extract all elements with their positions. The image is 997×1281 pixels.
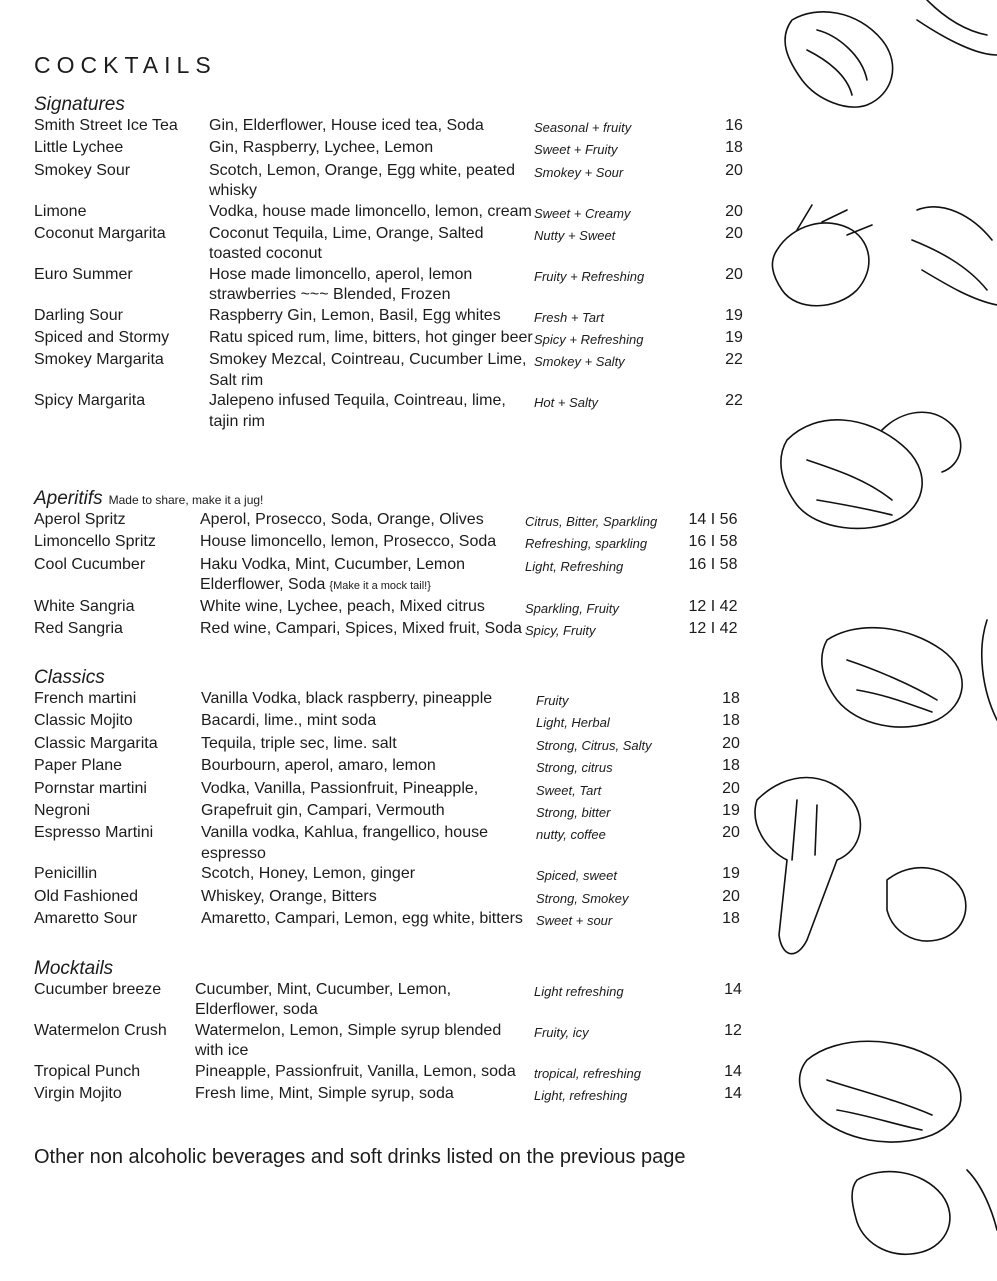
drink-name: Little Lychee [34,139,124,157]
menu-item [34,1062,761,1084]
drink-ingredients [209,224,534,265]
drink-taste: Fresh + Tart [534,309,604,325]
drink-price: 18 [722,690,740,707]
drink-taste: Fruity, icy [534,1024,589,1040]
menu-list [34,510,741,641]
ingredients-text: Vodka, Vanilla, Passionfruit, Pineapple, [201,779,479,797]
drink-price: 16 I 58 [688,555,738,573]
drink-taste: Refreshing, sparkling [525,536,648,552]
mocktails-section [34,958,761,1106]
drink-price: 12 I 42 [688,597,738,615]
drink-taste: Fruity [536,693,569,708]
drink-name: Euro Summer [34,265,133,283]
drink-price: 19 [725,329,743,347]
drink-name: Classic Mojito [34,712,133,730]
drink-ingredients [209,161,534,202]
drink-name: Penicillin [34,865,98,883]
drink-price: 20 [722,779,740,797]
ingredients-text: Vodka, house made limoncello, lemon, cream [209,202,532,220]
drink-name: Spicy Margarita [34,392,146,410]
drink-taste: Light, Herbal [536,715,610,731]
drink-name: Limone [34,202,87,220]
drink-price: 12 [724,1021,742,1039]
drink-price: 14 [724,1085,742,1103]
ingredients-text: Gin, Elderflower, House iced tea, Soda [209,117,484,134]
drink-name: Cucumber breeze [34,981,162,998]
drink-ingredients [201,823,536,864]
menu-list [34,689,756,931]
drink-price: 20 [725,161,743,179]
drink-taste: Strong, Smokey [536,890,629,906]
drink-price: 20 [722,734,740,752]
drink-taste: Spiced, sweet [536,868,617,884]
section-title: Aperitifs [34,488,103,509]
drink-name: French martini [34,690,137,707]
drink-ingredients [201,779,536,801]
menu-item [34,887,756,909]
drink-ingredients [201,909,536,931]
drink-taste: Smokey + Salty [534,354,625,370]
menu-item [34,689,756,711]
ingredients-text: Amaretto, Campari, Lemon, egg white, bitters [201,910,523,928]
drink-price: 19 [722,802,740,820]
menu-item [34,116,762,138]
drink-ingredients [195,1021,534,1062]
drink-taste: tropical, refreshing [534,1065,641,1081]
ingredients-text: Grapefruit gin, Campari, Vermouth [201,802,445,820]
drink-price: 18 [722,910,740,928]
menu-item [34,555,741,597]
ingredients-text: Bourbourn, aperol, amaro, lemon [201,757,436,775]
ingredients-text: Cucumber, Mint, Cucumber, Lemon, Elderflower, soda [195,981,452,1019]
drink-name: Darling Sour [34,306,123,324]
drink-name: Paper Plane [34,757,123,775]
drink-taste: Strong, citrus [536,760,613,776]
drink-ingredients [201,864,536,886]
drink-price: 20 [725,202,743,220]
menu-item [34,756,756,778]
ingredients-text: House limoncello, lemon, Prosecco, Soda [200,533,497,551]
drink-price: 16 [725,117,743,134]
ingredients-text: Fresh lime, Mint, Simple syrup, soda [195,1085,454,1103]
drink-name: Coconut Margarita [34,225,166,243]
ingredients-text: Scotch, Honey, Lemon, ginger [201,865,416,883]
section-title: Classics [34,667,105,688]
drink-name: Red Sangria [34,620,123,638]
menu-item [34,711,756,733]
ingredients-text: Pineapple, Passionfruit, Vanilla, Lemon, soda [195,1062,516,1080]
drink-price: 14 I 56 [688,511,738,528]
drink-price: 22 [725,351,743,369]
drink-ingredients [195,1084,534,1106]
drink-name: Smokey Sour [34,161,131,179]
drink-ingredients [209,116,534,138]
drink-name: Aperol Spritz [34,511,126,528]
hands-illustration-icon [697,0,997,1281]
ingredients-text: White wine, Lychee, peach, Mixed citrus [200,597,485,615]
drink-price: 18 [725,139,743,157]
drink-name: White Sangria [34,597,135,615]
drink-ingredients [209,306,534,328]
ingredients-text: Jalepeno infused Tequila, Cointreau, lime, tajin rim [209,392,506,430]
drink-price: 16 I 58 [688,533,738,551]
ingredients-text: Hose made limoncello, aperol, lemon strawberries ~~~ Blended, Frozen [209,265,473,304]
drink-ingredients [209,265,534,306]
classics-section [34,667,756,931]
drink-ingredients [200,555,525,597]
drink-ingredients [201,756,536,778]
section-title: Mocktails [34,958,114,979]
drink-ingredients [200,532,525,554]
ingredients-text: Coconut Tequila, Lime, Orange, Salted toasted coconut [209,225,484,263]
drink-taste: Strong, bitter [536,805,611,821]
drink-name: Old Fashioned [34,887,139,905]
signatures-section [34,94,762,432]
drink-price: 19 [725,306,743,324]
menu-item [34,1021,761,1062]
drink-ingredients [195,980,534,1021]
drink-ingredients [209,202,534,224]
drink-taste: Seasonal + fruity [534,120,632,135]
ingredients-text: Ratu spiced rum, lime, bitters, hot ginger beer [209,329,533,347]
ingredients-text: Red wine, Campari, Spices, Mixed fruit, Soda [200,620,522,638]
drink-ingredients [200,597,525,619]
menu-item [34,391,762,432]
drink-name: Negroni [34,802,91,820]
menu-item [34,532,741,554]
drink-taste: Hot + Salty [534,395,598,411]
drink-ingredients [201,734,536,756]
drink-name: Espresso Martini [34,824,154,842]
ingredients-text: Smokey Mezcal, Cointreau, Cucumber Lime, Salt rim [209,351,527,389]
drink-taste: Fruity + Refreshing [534,268,645,284]
menu-item [34,265,762,306]
drink-ingredients [201,801,536,823]
drink-price: 20 [722,824,740,842]
menu-item [34,801,756,823]
ingredients-note: {Make it a mock tail!} [329,580,431,593]
ingredients-text: Bacardi, lime., mint soda [201,712,377,730]
drink-taste: Citrus, Bitter, Sparkling [525,514,658,529]
drink-ingredients [201,711,536,733]
drink-price: 22 [725,392,743,410]
ingredients-text: Tequila, triple sec, lime. salt [201,734,397,752]
drink-price: 20 [725,225,743,243]
drink-taste: Sweet + Creamy [534,205,631,221]
menu-item [34,328,762,350]
ingredients-text: Vanilla Vodka, black raspberry, pineapple [201,690,493,707]
drink-name: Limoncello Spritz [34,533,156,551]
drink-ingredients [200,510,525,532]
drink-ingredients [200,619,525,641]
menu-item [34,350,762,391]
drink-taste: Spicy + Refreshing [534,332,644,348]
section-note: Made to share, make it a jug! [108,493,264,507]
drink-ingredients [209,138,534,160]
drink-name: Cool Cucumber [34,555,146,573]
drink-price: 18 [722,712,740,730]
drink-ingredients [195,1062,534,1084]
ingredients-text: Watermelon, Lemon, Simple syrup blended with ice [195,1021,502,1060]
ingredients-text: Vanilla vodka, Kahlua, frangellico, house espresso [201,824,488,862]
menu-item [34,779,756,801]
drink-taste: nutty, coffee [536,827,606,843]
drink-name: Classic Margarita [34,734,158,752]
menu-item [34,161,762,202]
drink-price: 14 [724,1062,742,1080]
drink-ingredients [201,887,536,909]
footer-note: Other non alcoholic beverages and soft drinks listed on the previous page [34,1146,686,1168]
menu-item [34,510,741,532]
drink-taste: Light, Refreshing [525,558,624,574]
drink-name: Pornstar martini [34,779,147,797]
drink-taste: Sweet + Fruity [534,142,618,158]
aperitifs-section [34,488,741,641]
drink-taste: Strong, Citrus, Salty [536,737,652,753]
menu-item [34,306,762,328]
drink-taste: Light refreshing [534,984,624,999]
drink-price: 20 [725,265,743,283]
ingredients-text: Raspberry Gin, Lemon, Basil, Egg whites [209,306,501,324]
drink-name: Smith Street Ice Tea [34,117,178,134]
menu-item [34,1084,761,1106]
drink-price: 19 [722,865,740,883]
ingredients-text: Haku Vodka, Mint, Cucumber, Lemon Elderflower, Soda [200,555,466,594]
drink-name: Watermelon Crush [34,1021,167,1039]
drink-name: Spiced and Stormy [34,329,170,347]
drink-ingredients [209,391,534,432]
menu-item [34,864,756,886]
drink-taste: Smokey + Sour [534,164,624,180]
menu-item [34,138,762,160]
menu-item [34,224,762,265]
ingredients-text: Scotch, Lemon, Orange, Egg white, peated whisky [209,161,515,200]
page-title: COCKTAILS [34,52,217,78]
drink-taste: Sparkling, Fruity [525,600,619,616]
drink-ingredients [201,689,536,711]
drink-ingredients [209,350,534,391]
menu-item [34,619,741,641]
menu-item [34,980,761,1021]
section-title: Signatures [34,94,125,115]
drink-name: Amaretto Sour [34,910,138,928]
drink-price: 20 [722,887,740,905]
menu-item [34,597,741,619]
ingredients-text: Whiskey, Orange, Bitters [201,887,377,905]
drink-taste: Light, refreshing [534,1088,628,1104]
drink-taste: Nutty + Sweet [534,228,616,244]
drink-price: 18 [722,757,740,775]
ingredients-text: Aperol, Prosecco, Soda, Orange, Olives [200,511,484,528]
menu-item [34,734,756,756]
ingredients-text: Gin, Raspberry, Lychee, Lemon [209,139,434,157]
menu-item [34,823,756,864]
menu-list [34,980,761,1106]
menu-item [34,202,762,224]
drink-ingredients [209,328,534,350]
drink-taste: Sweet, Tart [536,782,602,798]
drink-price: 14 [724,981,742,998]
drink-name: Virgin Mojito [34,1085,122,1103]
menu-list [34,116,762,432]
drink-taste: Spicy, Fruity [525,623,596,639]
drink-taste: Sweet + sour [536,913,613,929]
drink-name: Smokey Margarita [34,351,164,369]
drink-name: Tropical Punch [34,1062,141,1080]
menu-item [34,909,756,931]
drink-price: 12 I 42 [688,620,738,638]
